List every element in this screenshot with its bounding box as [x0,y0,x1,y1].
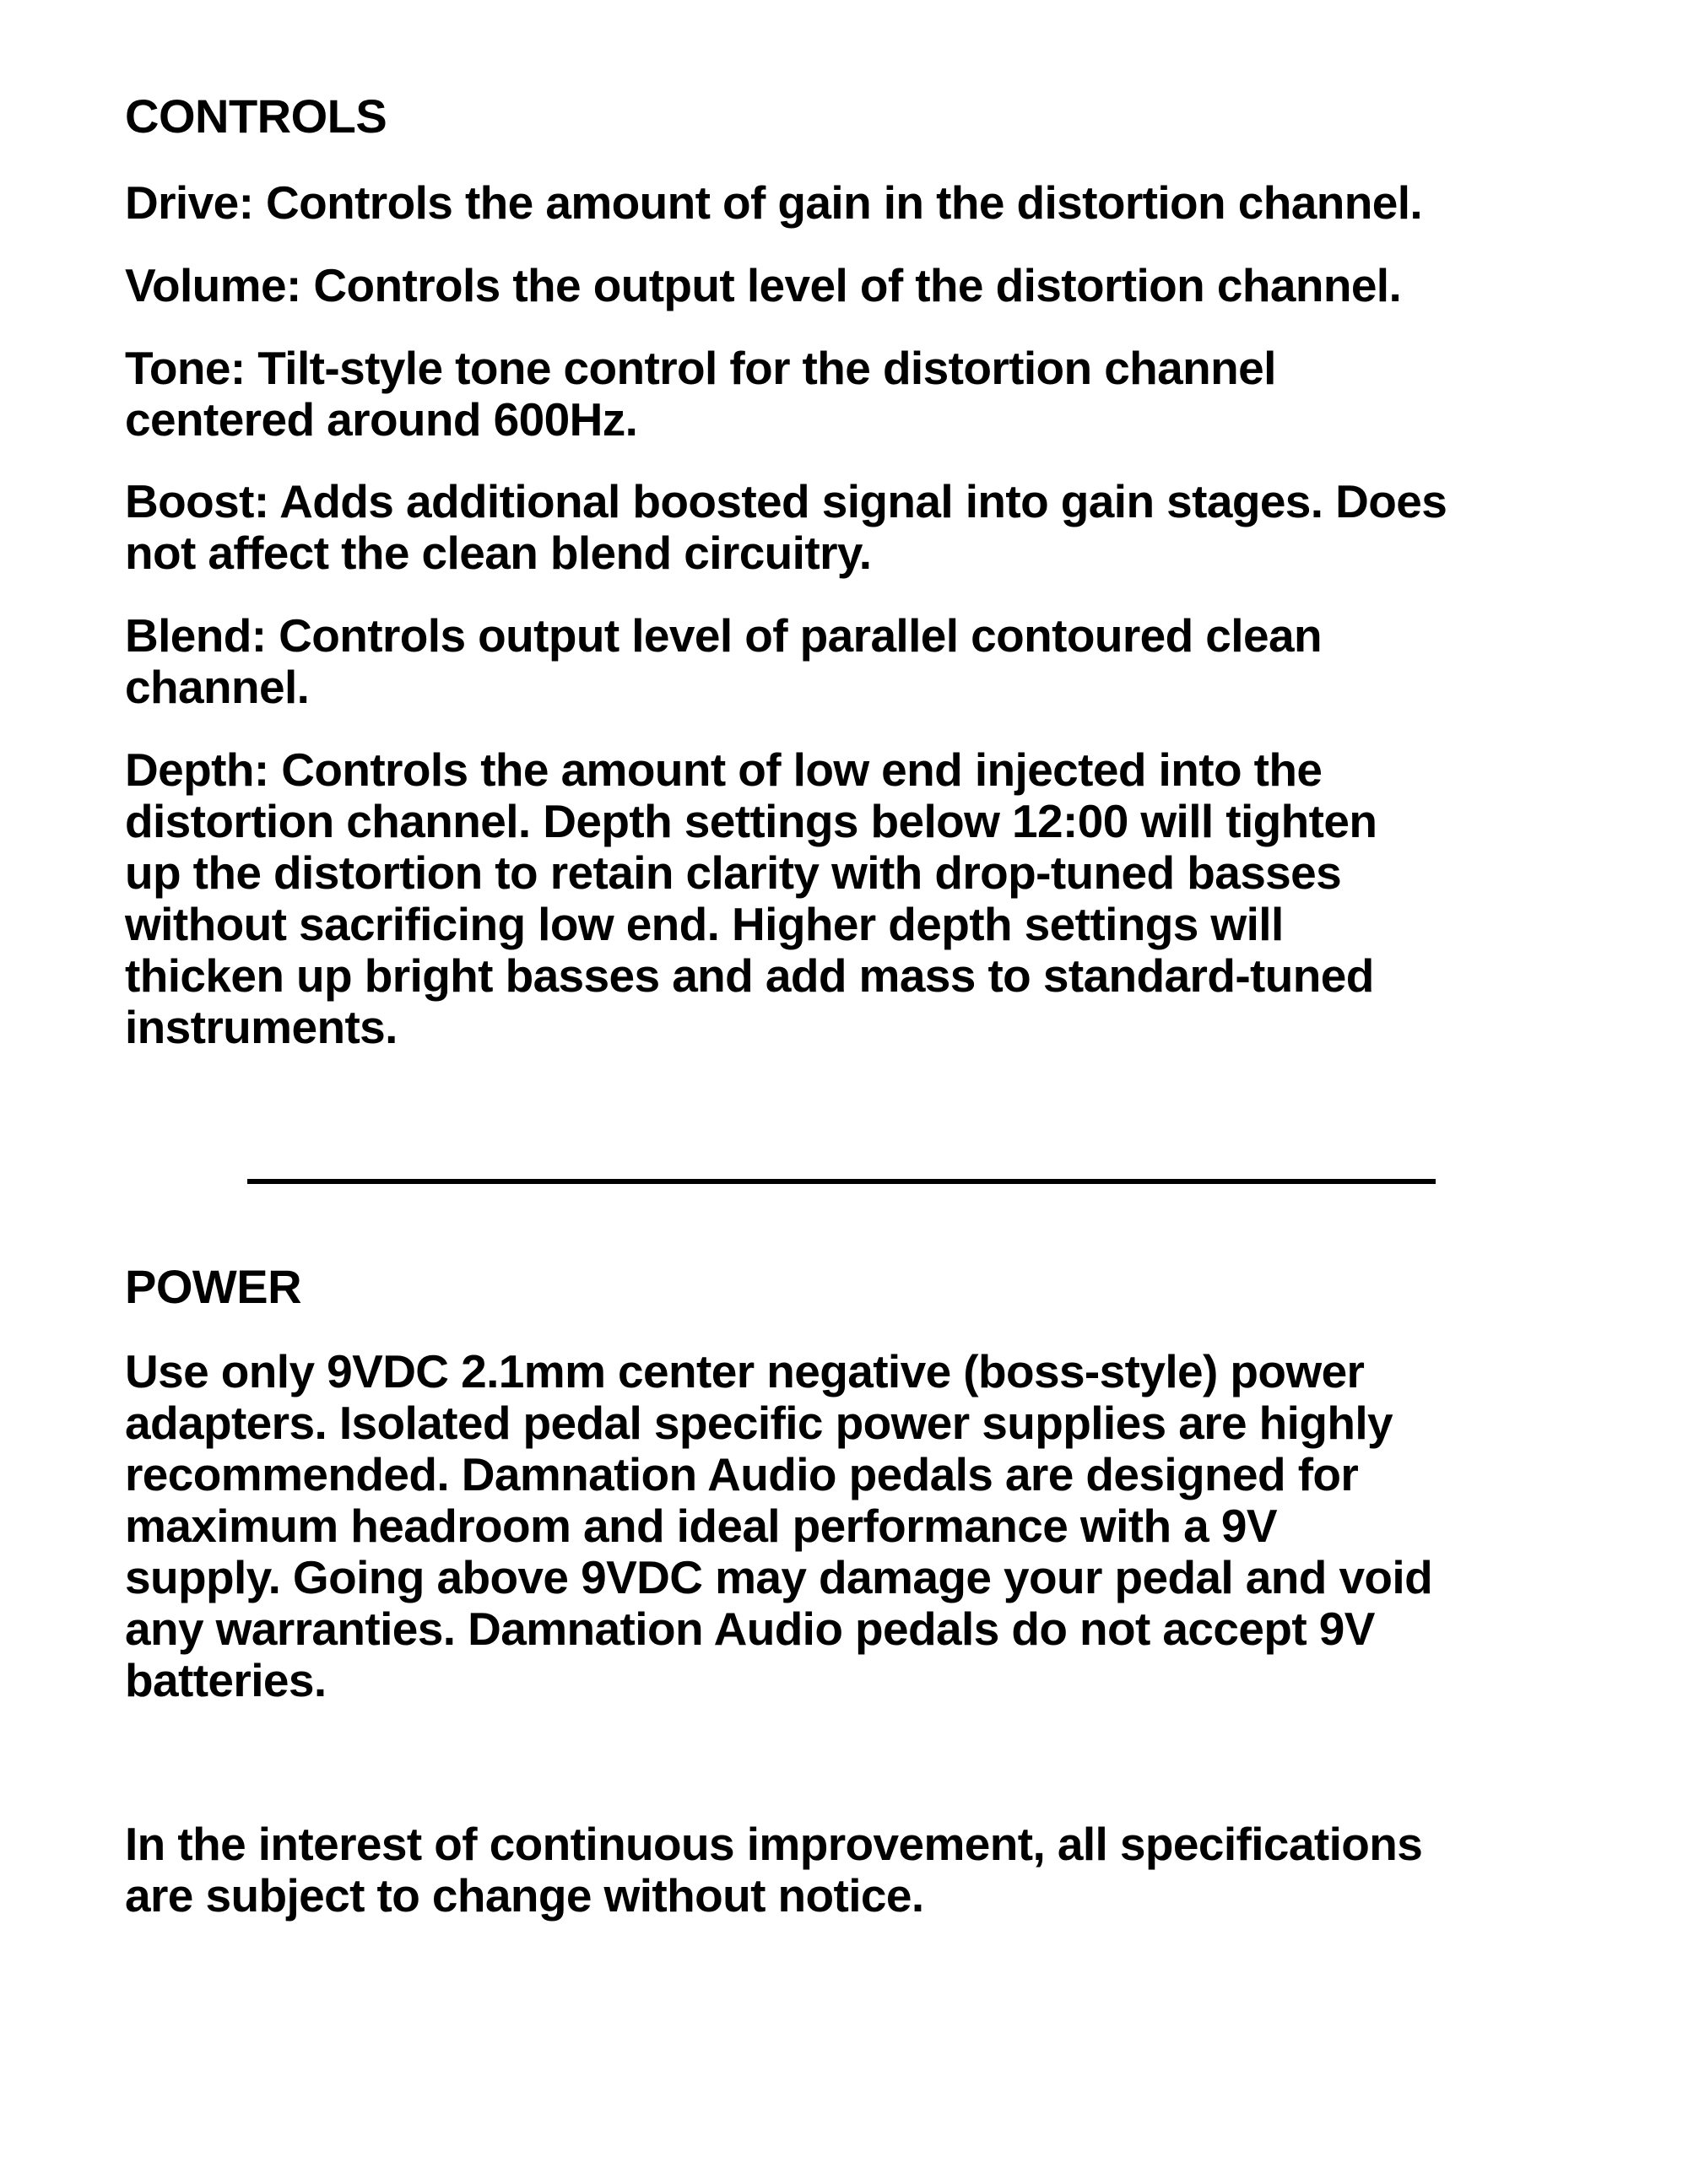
boost-description: Boost: Adds additional boosted signal into gain stages. Does not affect the clean blend circuitry. [125,475,1447,579]
depth-description: Depth: Controls the amount of low end injected into the distortion channel. Depth settings below 12:00 will tighten up the distortion to retain clarity with drop-tuned basses without sacrificing low end. Higher depth settings will thicken up bright basses and add mass to standard-tuned instruments. [125,743,1377,1053]
power-description: Use only 9VDC 2.1mm center negative (boss-style) power adapters. Isolated pedal specific power supplies are highly recommended. Damnation Audio pedals are designed for maximum headroom and ideal performance with a 9V supply. Going above 9VDC may damage your pedal and void any warranties. Damnation Audio pedals do not accept 9V batteries. [125,1345,1433,1706]
blend-description: Blend: Controls output level of parallel contoured clean channel. [125,609,1322,713]
controls-heading: CONTROLS [125,89,387,143]
power-heading: POWER [125,1260,302,1313]
drive-description: Drive: Controls the amount of gain in the distortion channel. [125,176,1423,229]
tone-description: Tone: Tilt-style tone control for the distortion channel centered around 600Hz. [125,342,1276,446]
volume-description: Volume: Controls the output level of the distortion channel. [125,259,1402,311]
section-divider [247,1179,1436,1184]
specifications-notice: In the interest of continuous improvement, all specifications are subject to change without notice. [125,1818,1423,1922]
